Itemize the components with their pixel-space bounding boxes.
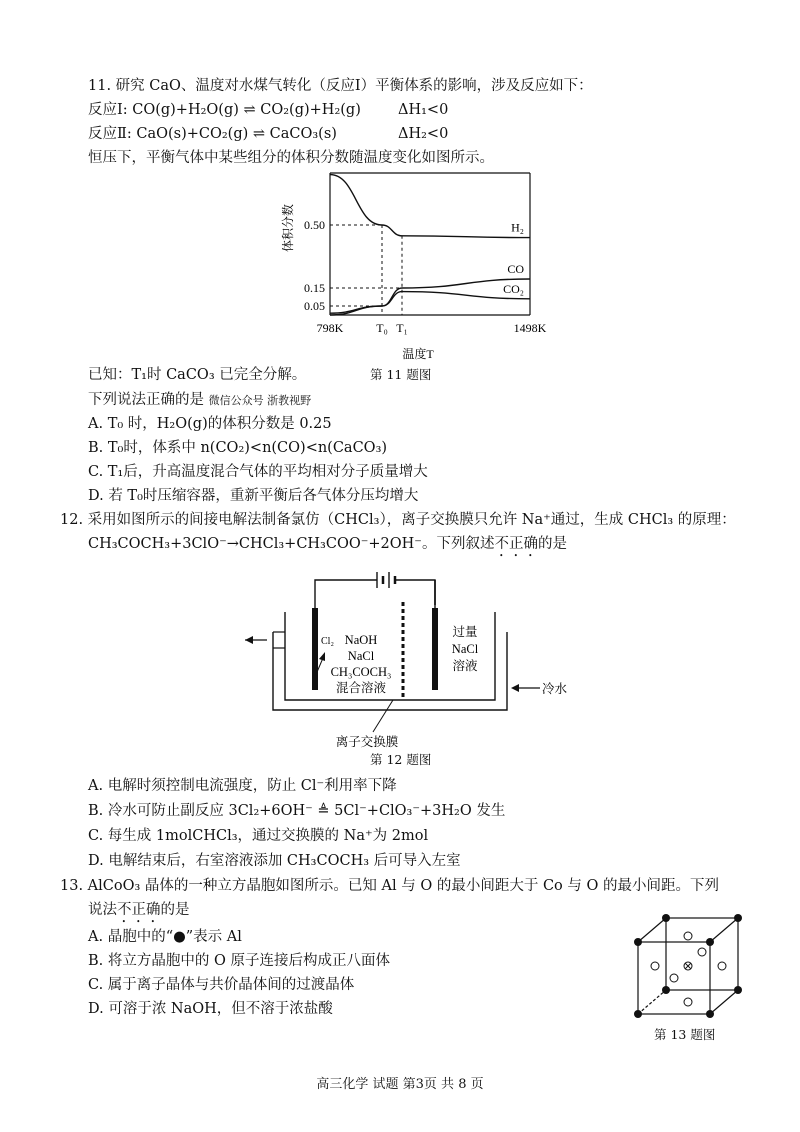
q11-reaction-1: 反应Ⅰ: CO(g)+H₂O(g) ⇌ CO₂(g)+H₂(g) bbox=[88, 102, 361, 118]
q11-chart bbox=[270, 168, 547, 368]
q13-stem-1: 13. AlCoO₃ 晶体的一种立方晶胞如图所示。已知 Al 与 O 的最小间距大于 Co 与 O 的最小间距。下列 bbox=[60, 878, 719, 894]
svg-text:CH₃COCH₃: CH₃COCH₃ bbox=[330, 665, 392, 679]
anode bbox=[312, 608, 318, 690]
q13-stem-2: 说法不正确的是 bbox=[88, 902, 190, 918]
y-tick-label: 0.50 bbox=[304, 218, 325, 232]
svg-text:NaCl: NaCl bbox=[451, 642, 479, 656]
emphasis-not-correct: 不正确 bbox=[117, 902, 161, 918]
watermark: 微信公众号 浙教视野 bbox=[208, 394, 312, 407]
q12-option-b: B. 冷水可防止副反应 3Cl₂+6OH⁻ ≜ 5Cl⁻+ClO₃⁻+3H₂O 发生 bbox=[88, 803, 506, 819]
q13-option-b: B. 将立方晶胞中的 O 原子连接后构成正八面体 bbox=[88, 953, 390, 969]
q12-stem-2: CH₃COCH₃+3ClO⁻→CHCl₃+CH₃COO⁻+2OH⁻。下列叙述不正确的是 bbox=[88, 536, 567, 552]
svg-text:NaCl: NaCl bbox=[347, 649, 375, 663]
svg-text:NaOH: NaOH bbox=[344, 633, 378, 647]
q13-option-d: D. 可溶于浓 NaOH，但不溶于浓盐酸 bbox=[88, 1001, 333, 1017]
q11-ask: 下列说法正确的是 微信公众号 浙教视野 bbox=[88, 392, 312, 408]
series-label-2: CO₂ bbox=[503, 281, 524, 296]
y-axis-label: 体积分数 bbox=[281, 203, 295, 253]
x-tick-label: T₀ bbox=[376, 321, 388, 335]
q11-stem: 11. 研究 CaO、温度对水煤气转化（反应Ⅰ）平衡体系的影响，涉及反应如下： bbox=[88, 78, 593, 94]
svg-text:溶液: 溶液 bbox=[452, 659, 478, 673]
svg-text:离子交换膜: 离子交换膜 bbox=[335, 735, 399, 749]
q11-known: 已知：T₁时 CaCO₃ 已完全分解。 bbox=[88, 367, 307, 383]
q12-stem-1: 12. 采用如图所示的间接电解法制备氯仿（CHCl₃），离子交换膜只允许 Na⁺通过，生成 CHCl₃ 的原理： bbox=[60, 512, 736, 528]
q12-caption: 第 12 题图 bbox=[370, 752, 432, 767]
q11-reaction-2: 反应Ⅱ: CaO(s)+CO₂(g) ⇌ CaCO₃(s) bbox=[88, 126, 337, 142]
x-axis-label: 温度T bbox=[402, 347, 434, 361]
q11-option-b: B. T₀时，体系中 n(CO₂)<n(CO)<n(CaCO₃) bbox=[88, 440, 388, 456]
q11-dh2: ΔH₂<0 bbox=[398, 126, 449, 142]
q11-option-a: A. T₀ 时，H₂O(g)的体积分数是 0.25 bbox=[88, 416, 332, 432]
x-tick-label: 798K bbox=[316, 321, 344, 335]
q11-option-d: D. 若 T₀时压缩容器，重新平衡后各气体分压均增大 bbox=[88, 488, 419, 504]
series-line-2 bbox=[330, 292, 530, 315]
q12-option-c: C. 每生成 1molCHCl₃，通过交换膜的 Na⁺为 2mol bbox=[88, 828, 429, 844]
svg-text:过量: 过量 bbox=[452, 625, 478, 639]
q12-figure bbox=[245, 560, 575, 760]
cathode bbox=[432, 608, 438, 690]
q13-option-c: C. 属于离子晶体与共价晶体间的过渡晶体 bbox=[88, 977, 355, 993]
q13-caption: 第 13 题图 bbox=[654, 1027, 716, 1042]
q13-unit-cell bbox=[630, 912, 745, 1022]
y-tick-label: 0.05 bbox=[304, 299, 325, 313]
x-tick-label: T₁ bbox=[396, 321, 408, 335]
x-tick-label: 1498K bbox=[513, 321, 547, 335]
svg-text:混合溶液: 混合溶液 bbox=[335, 681, 387, 695]
q11-caption: 第 11 题图 bbox=[370, 367, 432, 382]
q13-option-a: A. 晶胞中的“●”表示 Al bbox=[88, 929, 242, 945]
series-label-1: CO bbox=[507, 262, 524, 276]
q12-option-a: A. 电解时须控制电流强度，防止 Cl⁻利用率下降 bbox=[88, 778, 397, 794]
svg-text:冷水: 冷水 bbox=[542, 682, 568, 696]
svg-text:Cl₂: Cl₂ bbox=[321, 636, 334, 647]
series-line-1 bbox=[330, 279, 530, 313]
y-tick-label: 0.15 bbox=[304, 281, 325, 295]
q11-option-c: C. T₁后，升高温度混合气体的平均相对分子质量增大 bbox=[88, 464, 428, 480]
q11-condition: 恒压下，平衡气体中某些组分的体积分数随温度变化如图所示。 bbox=[88, 150, 494, 166]
q11-dh1: ΔH₁<0 bbox=[398, 102, 449, 118]
series-line-0 bbox=[330, 175, 530, 238]
emphasis-not-correct: 不正确 bbox=[494, 536, 538, 552]
series-label-0: H₂ bbox=[511, 220, 524, 235]
q12-option-d: D. 电解结束后，右室溶液添加 CH₃COCH₃ 后可导入左室 bbox=[88, 853, 461, 869]
page-footer: 高三化学 试题 第3页 共 8 页 bbox=[316, 1077, 484, 1092]
